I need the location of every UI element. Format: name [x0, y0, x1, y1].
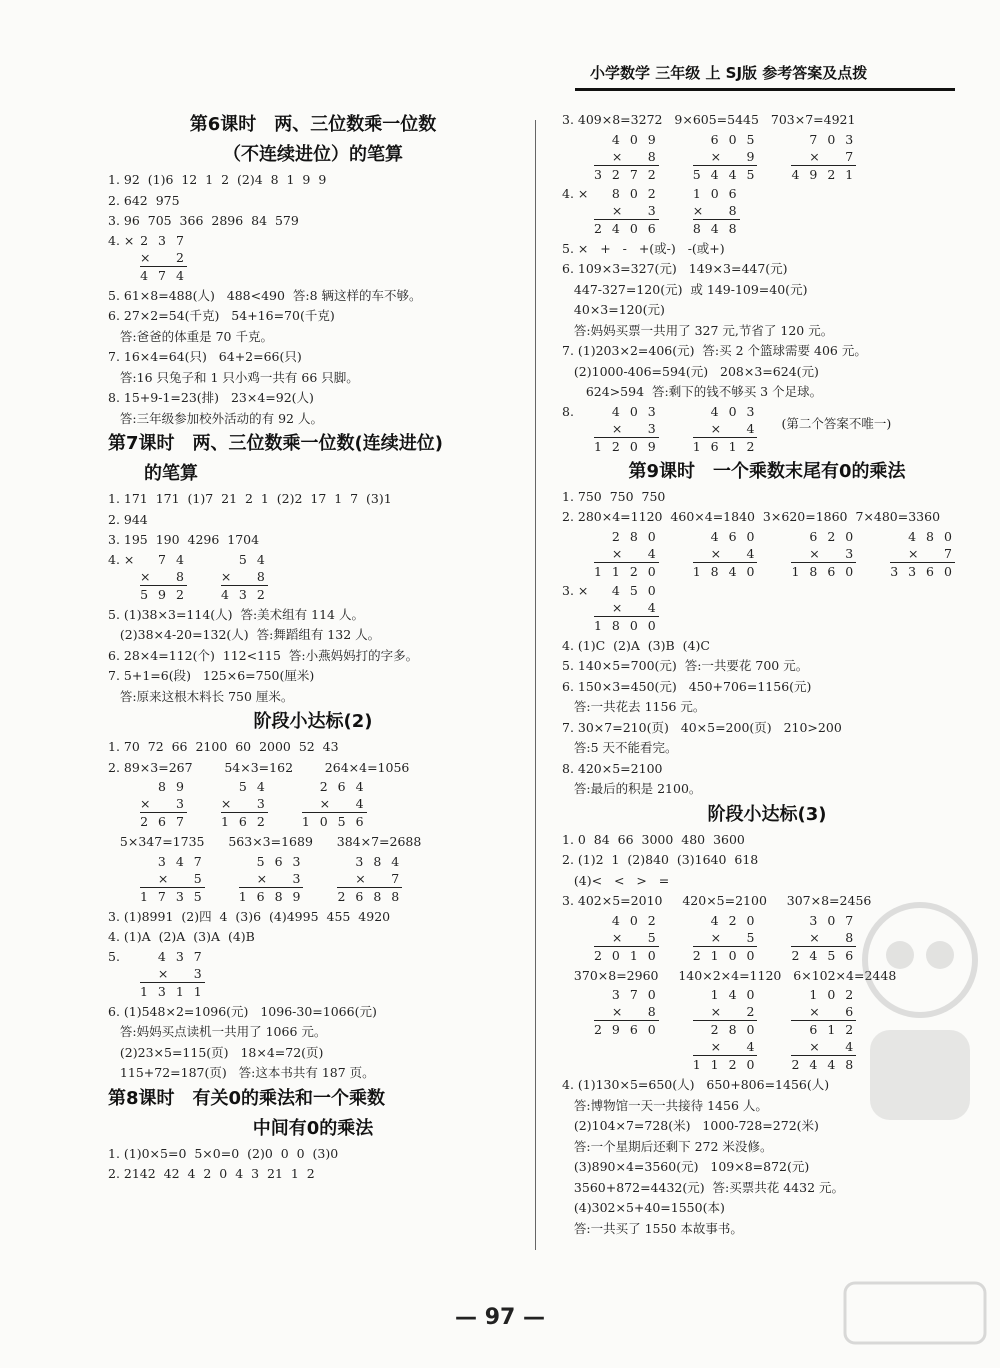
- calc-number-line: 4 3 2: [221, 586, 268, 602]
- answer-line: 答:原来这根木料长 750 厘米。: [108, 688, 294, 704]
- calc-multiplier-line: × 8: [220, 568, 268, 584]
- calc-multiplier-line: × 3: [791, 545, 856, 563]
- calc-multiplier-line: × 6: [791, 1003, 856, 1021]
- section-heading: 中间有0的乘法: [252, 1117, 374, 1139]
- section-heading: 阶段小达标(3): [707, 803, 827, 825]
- vertical-calculation: [594, 131, 659, 183]
- calc-number-line: 6 0 5: [710, 131, 758, 147]
- calc-number-line: 3 8 4: [355, 853, 403, 869]
- calc-number-line: 1 6 1 2: [692, 438, 758, 454]
- answer-line: 答:一共花去 1156 元。: [562, 699, 706, 714]
- answer-line: 3. 96 705 366 2896 84 579: [108, 213, 299, 228]
- answer-line: 答:博物馆一天一共接待 1456 人。: [562, 1097, 768, 1113]
- vertical-calculation-row: [108, 551, 518, 605]
- calc-number-line: 2 6 4: [319, 779, 367, 794]
- calc-multiplier-line: × 8: [594, 1003, 659, 1021]
- calc-number-line: 2 3 7: [140, 232, 187, 248]
- calc-number-line: 5 4: [238, 551, 268, 567]
- vertical-calculation-row: [108, 853, 518, 907]
- vertical-calculation-row: [562, 185, 972, 239]
- vertical-calculation: [140, 232, 187, 284]
- calc-number-line: 2 8 0: [611, 528, 659, 544]
- vertical-calculation: [791, 131, 856, 183]
- calc-multiplier-line: × 4: [693, 1038, 758, 1056]
- answer-line: 7. (1)203×2=406(元) 答:买 2 个篮球需要 406 元。: [562, 343, 867, 358]
- answer-line: 8. 420×5=2100: [562, 760, 663, 776]
- vertical-calculation: [239, 853, 304, 905]
- vertical-calculation-row: [562, 582, 972, 636]
- answer-line: 6. 27×2=54(千克) 54+16=70(千克): [108, 308, 335, 323]
- answer-line: 1. 171 171 (1)7 21 2 1 (2)2 17 1 7 (3)1: [108, 491, 392, 506]
- calc-number-line: 1 0 6: [692, 185, 740, 201]
- calc-number-line: 5 6 3: [256, 853, 304, 869]
- calc-multiplier-line: × 7: [337, 870, 402, 888]
- calc-multiplier-line: × 3: [239, 870, 304, 888]
- calc-number-line: 2 0 1 0: [594, 947, 659, 963]
- item-marker: 4. ×: [108, 232, 135, 248]
- calc-multiplier-line: × 5: [693, 929, 758, 947]
- answer-line: 1. 70 72 66 2100 60 2000 52 43: [108, 739, 339, 754]
- answer-line: 答:一共买了 1550 本故事书。: [562, 1220, 743, 1236]
- vertical-calculation-row: [562, 528, 972, 582]
- answer-line: (2)23×5=115(页) 18×4=72(页): [108, 1044, 324, 1060]
- running-header: 小学数学 三年级 上 SJ版 参考答案及点拨: [590, 64, 868, 82]
- calc-multiplier-line: × 9: [693, 148, 758, 166]
- answer-line: (2)1000-406=594(元) 208×3=624(元): [562, 363, 819, 379]
- calc-number-line: 1 8 4 0: [692, 563, 758, 579]
- answer-line: 3. 402×5=2010 420×5=2100 307×8=2456: [562, 893, 872, 908]
- answer-line: 6. 150×3=450(元) 450+706=1156(元): [562, 678, 812, 694]
- answer-line: (4)< < > =: [562, 872, 670, 888]
- calc-number-line: 4 0 3: [611, 403, 659, 419]
- calc-number-line: 8 0 2: [611, 185, 659, 201]
- calc-number-line: 8 9: [158, 779, 187, 794]
- calc-multiplier-line: × 7: [791, 148, 856, 166]
- calc-multiplier-line: × 8: [594, 148, 659, 166]
- answer-line: 6. (1)548×2=1096(元) 1096-30=1066(元): [108, 1003, 377, 1019]
- answer-line: (4)302×5+40=1550(本): [562, 1200, 725, 1215]
- answer-line: 7. 30×7=210(页) 40×5=200(页) 210>200: [562, 719, 842, 735]
- answer-line: 8. 15+9-1=23(排) 23×4=92(人): [108, 390, 314, 405]
- calc-number-line: 6 2 0: [809, 528, 857, 544]
- calc-multiplier-line: × 2: [140, 249, 187, 265]
- answer-line: 答:5 天不能看完。: [562, 740, 678, 755]
- calc-number-line: 4 0 3: [710, 403, 758, 419]
- answer-line: 6. 28×4=112(个) 112<115 答:小燕妈妈打的字多。: [108, 647, 419, 663]
- calc-multiplier-line: × 3: [594, 202, 659, 220]
- calc-multiplier-line: × 4: [693, 545, 758, 563]
- calc-multiplier-line: × 4: [594, 545, 659, 563]
- calc-multiplier-line: × 4: [791, 1038, 856, 1056]
- answer-line: 3. 195 190 4296 1704: [108, 532, 260, 547]
- item-marker: 5.: [108, 948, 120, 964]
- calc-number-line: 2 4 5 6: [791, 947, 857, 963]
- calc-multiplier-line: × 4: [302, 795, 367, 813]
- calc-number-line: 4 0 2: [611, 912, 659, 928]
- vertical-calculation: [890, 528, 955, 580]
- vertical-calculation: [594, 582, 659, 634]
- answer-line: 2. 642 975: [108, 192, 180, 208]
- calc-number-line: 1 4 0: [710, 987, 758, 1002]
- calc-number-line: 1 6 8 9: [238, 888, 304, 904]
- calc-number-line: 5 4 4 5: [692, 166, 758, 182]
- calc-multiplier-line: × 3: [140, 965, 205, 983]
- calc-number-line: 7 4: [158, 551, 187, 567]
- vertical-calculation: [594, 528, 659, 580]
- answer-line: 5. (1)38×3=114(人) 答:美术组有 114 人。: [108, 606, 364, 622]
- vertical-calculation: [693, 986, 758, 1073]
- answer-line: 447-327=120(元) 或 149-109=40(元): [562, 281, 808, 297]
- calc-number-line: 4 6 0: [710, 528, 758, 544]
- calc-number-line: 4 5 0: [611, 582, 659, 598]
- section-heading: 第7课时 两、三位数乘一位数(连续进位): [108, 433, 443, 454]
- section-heading: 第6课时 两、三位数乘一位数: [189, 114, 437, 135]
- item-marker: 4. ×: [562, 185, 589, 201]
- vertical-calculation: [140, 778, 187, 830]
- vertical-calculation: [693, 131, 758, 183]
- answer-line: 3560+872=4432(元) 答:买票共花 4432 元。: [562, 1179, 845, 1195]
- calc-number-line: 4 0 9: [611, 131, 659, 147]
- calc-number-line: 2 6 8 8: [337, 888, 403, 904]
- vertical-calculation: [594, 403, 659, 455]
- vertical-calculation-row: [108, 232, 518, 286]
- section-heading: 第9课时 一个乘数末尾有0的乘法: [628, 460, 906, 482]
- calc-number-line: 1 1 2 0: [692, 1057, 758, 1072]
- answer-line: 5. 61×8=488(人) 488<490 答:8 辆这样的车不够。: [108, 287, 422, 303]
- answer-line: 答:妈妈买票一共用了 327 元,节省了 120 元。: [562, 322, 834, 338]
- answer-line: 7. 16×4=64(只) 64+2=66(只): [108, 349, 302, 364]
- vertical-calculation: [693, 185, 740, 237]
- vertical-calculation: [791, 528, 856, 580]
- calc-number-line: 5 9 2: [140, 586, 187, 602]
- vertical-calculation: [140, 551, 187, 603]
- section-heading: 阶段小达标(2): [253, 711, 373, 732]
- calc-number-line: 1 8 0 0: [594, 617, 659, 633]
- column-divider: [535, 120, 536, 1250]
- answer-line: 2. (1)2 1 (2)840 (3)1640 618: [562, 852, 759, 867]
- answer-line: 5. 140×5=700(元) 答:一共要花 700 元。: [562, 658, 809, 673]
- vertical-calculation: [693, 912, 758, 964]
- answer-line: 答:爸爸的体重是 70 千克。: [108, 328, 273, 344]
- calc-multiplier-line: × 3: [594, 420, 659, 438]
- answer-line: 4. (1)C (2)A (3)B (4)C: [562, 637, 710, 653]
- answer-line: 1. 92 (1)6 12 1 2 (2)4 8 1 9 9: [108, 172, 327, 187]
- answer-line: 答:妈妈买点读机一共用了 1066 元。: [108, 1024, 327, 1039]
- calc-number-line: 2 4 4 8: [791, 1057, 857, 1072]
- calc-number-line: 2 4 0 6: [594, 220, 659, 236]
- calc-multiplier-line: × 8: [140, 568, 187, 584]
- answer-line: 2. 944: [108, 511, 148, 527]
- vertical-calculation: [594, 185, 659, 237]
- vertical-calculation: [337, 853, 402, 905]
- answer-line: 6. 109×3=327(元) 149×3=447(元): [562, 261, 788, 276]
- calc-number-line: 8 4 8: [692, 220, 740, 236]
- calc-number-line: 1 8 6 0: [791, 563, 857, 579]
- answer-line: 4. (1)A (2)A (3)A (4)B: [108, 929, 255, 944]
- calc-number-line: 2 9 6 0: [594, 1022, 659, 1037]
- answer-line: 7. 5+1=6(段) 125×6=750(厘米): [108, 668, 315, 683]
- calc-number-line: 1 0 5 6: [301, 814, 367, 829]
- calc-number-line: 7 0 3: [809, 131, 857, 147]
- calc-number-line: 3 7 0: [611, 987, 659, 1002]
- calc-number-line: 2 1 0 0: [692, 947, 758, 963]
- answer-line: 2. 2142 42 4 2 0 4 3 21 1 2: [108, 1166, 315, 1181]
- answer-line: 答:16 只兔子和 1 只小鸡一共有 66 只脚。: [108, 369, 359, 385]
- section-heading: 第8课时 有关0的乘法和一个乘数: [108, 1087, 386, 1109]
- answer-line: 115+72=187(页) 答:这本书共有 187 页。: [108, 1065, 375, 1080]
- answer-line: 4. (1)130×5=650(人) 650+806=1456(人): [562, 1077, 830, 1092]
- calc-multiplier-line: × 5: [140, 870, 205, 888]
- vertical-calculation: [594, 986, 659, 1038]
- answer-line: 5×347=1735 563×3=1689 384×7=2688: [108, 834, 422, 849]
- answer-line: 3. 409×8=3272 9×605=5445 703×7=4921: [562, 112, 856, 127]
- vertical-calculation: [221, 551, 268, 603]
- vertical-calculation: [140, 948, 205, 1000]
- answer-line: 370×8=2960 140×2×4=1120 6×102×4=2448: [562, 967, 897, 983]
- calc-number-line: 4 3 7: [157, 948, 205, 964]
- calc-number-line: 2 6 7: [140, 814, 187, 829]
- answer-line: 1. 0 84 66 3000 480 3600: [562, 831, 745, 847]
- answer-line: 1. (1)0×5=0 5×0=0 (2)0 0 0 (3)0: [108, 1145, 339, 1161]
- calc-multiplier-line: × 4: [594, 599, 659, 617]
- vertical-calculation: [221, 778, 268, 830]
- answer-line: (2)38×4-20=132(人) 答:舞蹈组有 132 人。: [108, 627, 381, 642]
- answer-line: (2)104×7=728(米) 1000-728=272(米): [562, 1118, 819, 1133]
- calc-number-line: 4 2 0: [710, 912, 758, 928]
- calc-multiplier-line: × 2: [693, 1003, 758, 1021]
- vertical-calculation-row: [562, 403, 972, 457]
- calc-number-line: 1 7 3 5: [140, 888, 205, 904]
- answer-line: 3. (1)8991 (2)四 4 (3)6 (4)4995 455 4920: [108, 908, 391, 924]
- calc-number-line: 1 1 2 0: [594, 563, 659, 579]
- vertical-calculation: [302, 778, 367, 830]
- calc-number-line: 1 6 2: [221, 814, 268, 829]
- calc-number-line: 1 0 2: [809, 987, 857, 1002]
- answer-line: 答:一个星期后还剩下 272 米没修。: [562, 1138, 773, 1154]
- calc-number-line: 5 4: [238, 779, 268, 794]
- calc-number-line: 1 3 1 1: [140, 983, 205, 999]
- answer-line: 1. 750 750 750: [562, 488, 666, 504]
- calc-number-line: 2 8 0: [710, 1022, 758, 1037]
- calc-number-line: 4 8 0: [908, 528, 955, 544]
- section-heading: 的笔算: [108, 463, 198, 484]
- calc-number-line: 6 1 2: [809, 1022, 857, 1037]
- vertical-calculation-row: [108, 778, 518, 832]
- calc-number-line: 3 0 7: [809, 912, 857, 928]
- calc-number-line: 3 2 7 2: [594, 166, 659, 182]
- vertical-calculation: [693, 403, 758, 455]
- item-marker: 4. ×: [108, 551, 135, 567]
- calc-multiplier-line: × 8: [692, 202, 740, 218]
- answer-line: 5. × + - +(或-) -(或+): [562, 240, 725, 256]
- header-rule: [575, 88, 955, 91]
- calc-multiplier-line: × 5: [594, 929, 659, 947]
- calc-number-line: 3 3 6 0: [890, 563, 955, 579]
- answer-line: (3)890×4=3560(元) 109×8=872(元): [562, 1159, 810, 1174]
- calc-multiplier-line: × 3: [140, 796, 187, 811]
- item-marker: 8.: [562, 403, 574, 419]
- page-number: — 97 —: [455, 1305, 545, 1330]
- answer-line: 2. 280×4=1120 460×4=1840 3×620=1860 7×480=3360: [562, 509, 941, 524]
- calc-multiplier-line: × 3: [220, 796, 268, 811]
- section-heading: （不连续进位）的笔算: [223, 144, 403, 165]
- vertical-calculation: [693, 528, 758, 580]
- vertical-calculation: [140, 853, 205, 905]
- answer-line: 答:最后的积是 2100。: [562, 781, 702, 796]
- calc-note: (第二个答案不唯一): [781, 415, 892, 431]
- answer-line: 答:三年级参加校外活动的有 92 人。: [108, 410, 323, 426]
- calc-number-line: 3 4 7: [157, 853, 205, 869]
- calc-multiplier-line: × 7: [890, 545, 955, 563]
- calc-number-line: 4 9 2 1: [791, 166, 857, 182]
- calc-multiplier-line: × 8: [791, 929, 856, 947]
- answer-line: 2. 89×3=267 54×3=162 264×4=1056: [108, 759, 410, 775]
- item-marker: 3. ×: [562, 582, 589, 598]
- left-column: [108, 110, 518, 1185]
- vertical-calculation-row: [108, 948, 518, 1002]
- calc-number-line: 1 2 0 9: [594, 438, 659, 454]
- answer-line: 624>594 答:剩下的钱不够买 3 个足球。: [562, 384, 823, 399]
- mascot-watermark-icon: [830, 900, 990, 1140]
- vertical-calculation: [594, 912, 659, 964]
- calc-multiplier-line: × 4: [693, 420, 758, 438]
- vertical-calculation-row: [562, 131, 972, 185]
- calc-number-line: 4 7 4: [140, 267, 187, 283]
- answer-line: 40×3=120(元): [562, 302, 665, 317]
